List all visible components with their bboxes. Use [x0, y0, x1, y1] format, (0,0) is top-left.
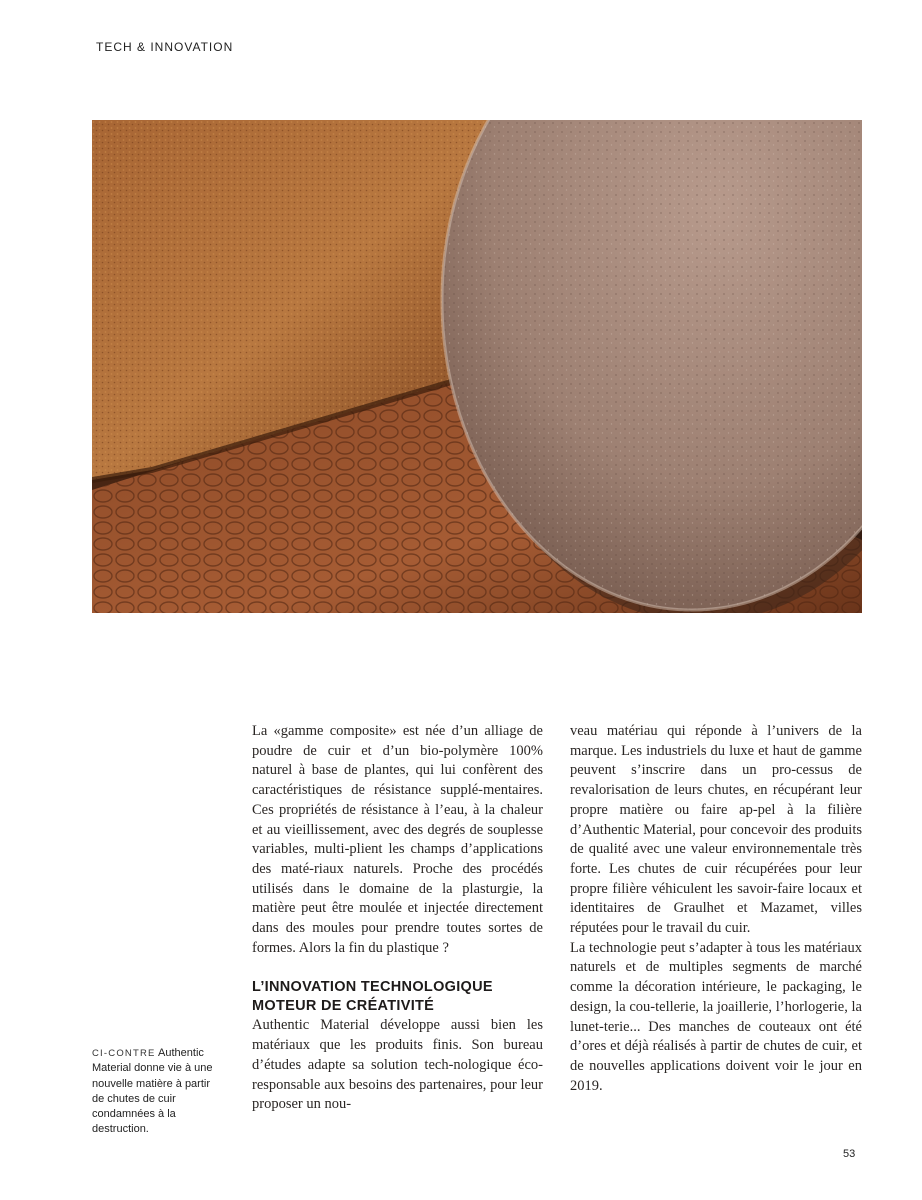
article-paragraph: veau matériau qui réponde à l’univers de la marque. Les industriels du luxe et haut de gamme peuvent s’inscrire dans un pro-cessus de revalorisation de leurs chutes, en récupérant leur propre matière ou faire ap-pel à la filière d’Authentic Material, pour concevoir des produits de qualité avec une valeur environnementale très forte. Les chutes de cuir récupérées pour leur propre filière véhiculent les savoir-faire locaux et identitaires de Graulhet et Mazamet, villes réputées pour le travail du cuir.: [570, 723, 862, 937]
article-column-left: [252, 722, 543, 1115]
photo-caption: [92, 1046, 217, 1138]
article-subheading: L’INNOVATION TECHNOLOGIQUE MOTEUR DE CRÉATIVITÉ: [252, 979, 493, 1015]
article-paragraph: Authentic Material développe aussi bien les matériaux que les produits finis. Son bureau d’études adapte sa solution tech-nologique éco-responsable aux besoins des partenaires, pour leur proposer un nou-: [252, 1017, 543, 1113]
article-column-right: [570, 722, 862, 1096]
leather-samples-photo: [92, 120, 862, 613]
caption-text: Authentic Material donne vie à une nouvelle matière à partir de chutes de cuir condamnées à la destruction.: [92, 1047, 213, 1136]
caption-lead: CI-CONTRE: [92, 1048, 156, 1059]
section-label: TECH & INNOVATION: [96, 40, 234, 54]
article-paragraph: La «gamme composite» est née d’un alliage de poudre de cuir et d’un bio-polymère 100% naturel à base de plantes, qui lui confèrent des caractéristiques de résistance supplé-mentaires. Ces propriétés de résistance à l’eau, à la chaleur et au vieillissement, avec des degrés de souplesse variables, multi-plient les champs d’applications des maté-riaux naturels. Proche des procédés utilisés dans le domaine de la plasturgie, la matière peut être moulée et injectée directement dans des moules pour prendre toutes sortes de formes. Alors la fin du plastique ?: [252, 723, 543, 956]
article-paragraph: La technologie peut s’adapter à tous les matériaux naturels et de multiples segments de marché comme la décoration intérieure, le packaging, le design, la cou-tellerie, la joaillerie, l’horlogerie, la lunet-terie... Des manches de couteaux ont été d’ores et déjà réalisés à partir de chutes de cuir, et de nouvelles applications doivent voir le jour en 2019.: [570, 939, 862, 1094]
page-number: 53: [843, 1148, 856, 1160]
